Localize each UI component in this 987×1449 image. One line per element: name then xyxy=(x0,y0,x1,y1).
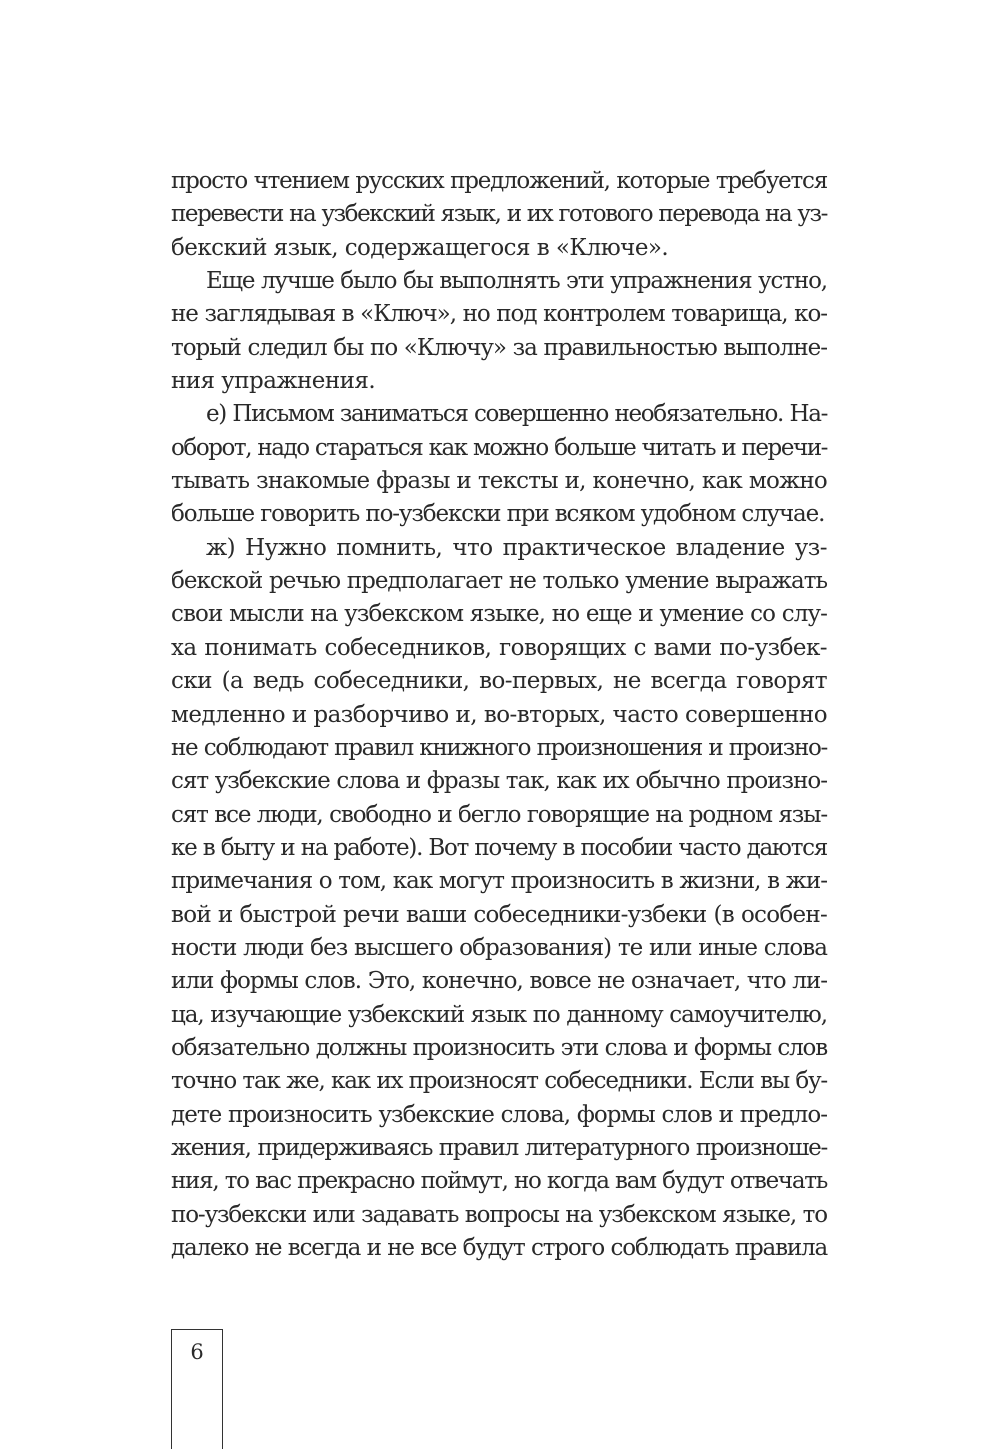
paragraph-first-line: Еще лучше было бы выполнять эти упражнения устно, xyxy=(206,268,827,295)
text-line: свои мысли на узбекском языке, но еще и умение со слу- xyxy=(171,601,827,628)
text-line: далеко не всегда и не все будут строго соблюдать правила xyxy=(171,1235,827,1261)
paragraph-first-line: е) Письмом заниматься совершенно необязательно. На- xyxy=(206,401,827,428)
text-line: дете произносить узбекские слова, формы слов и предло- xyxy=(171,1101,827,1128)
text-line: жения, придерживаясь правил литературного произноше- xyxy=(171,1134,827,1161)
text-line: ния упражнения. xyxy=(171,368,376,395)
text-line: или формы слов. Это, конечно, вовсе не означает, что ли- xyxy=(171,968,827,995)
text-line: примечания о том, как могут произносить в жизни, в жи- xyxy=(171,868,827,895)
text-line: ния, то вас прекрасно поймут, но когда вам будут отвечать xyxy=(171,1168,827,1195)
text-line: ности люди без высшего образования) те или иные слова xyxy=(171,934,827,961)
text-line: тывать знакомые фразы и тексты и, конечно, как можно xyxy=(171,468,827,495)
paragraph-first-line: ж) Нужно помнить, что практическое владение уз- xyxy=(206,534,827,561)
text-line: не заглядывая в «Ключ», но под контролем товарища, ко- xyxy=(171,301,827,328)
text-line: точно так же, как их произносят собеседники. Если вы бу- xyxy=(171,1068,827,1095)
text-line: сят узбекские слова и фразы так, как их обычно произно- xyxy=(171,768,827,795)
text-line: ха понимать собеседников, говорящих с вами по-узбек- xyxy=(171,634,827,661)
text-line: ке в быту и на работе). Вот почему в пособии часто даются xyxy=(171,834,827,861)
text-line: ца, изучающие узбекский язык по данному самоучителю, xyxy=(171,1001,827,1028)
page-number: 6 xyxy=(190,1340,204,1364)
text-line: торый следил бы по «Ключу» за правильностью выполне- xyxy=(171,334,827,361)
text-line: бекский язык, содержащегося в «Ключе». xyxy=(171,234,669,261)
text-line: обязательно должны произносить эти слова и формы слов xyxy=(171,1034,827,1061)
text-line: оборот, надо стараться как можно больше читать и перечи- xyxy=(171,434,827,461)
body-text xyxy=(171,165,827,1265)
text-line: вой и быстрой речи ваши собеседники-узбеки (в особен- xyxy=(171,901,827,928)
page-number-frame xyxy=(171,1329,223,1449)
text-line: сят все люди, свободно и бегло говорящие на родном язы- xyxy=(171,801,827,828)
text-line: по-узбекски или задавать вопросы на узбекском языке, то xyxy=(171,1201,827,1228)
text-line: больше говорить по-узбекски при всяком удобном случае. xyxy=(171,501,825,528)
text-line: ски (а ведь собеседники, во-первых, не всегда говорят xyxy=(171,668,827,695)
text-line: просто чтением русских предложений, которые требуется xyxy=(171,168,827,194)
text-line: медленно и разборчиво и, во-вторых, часто совершенно xyxy=(171,701,827,728)
text-line: перевести на узбекский язык, и их готового перевода на уз- xyxy=(171,201,827,228)
text-line: бекской речью предполагает не только умение выражать xyxy=(171,568,827,595)
text-line: не соблюдают правил книжного произношения и произно- xyxy=(171,734,827,761)
